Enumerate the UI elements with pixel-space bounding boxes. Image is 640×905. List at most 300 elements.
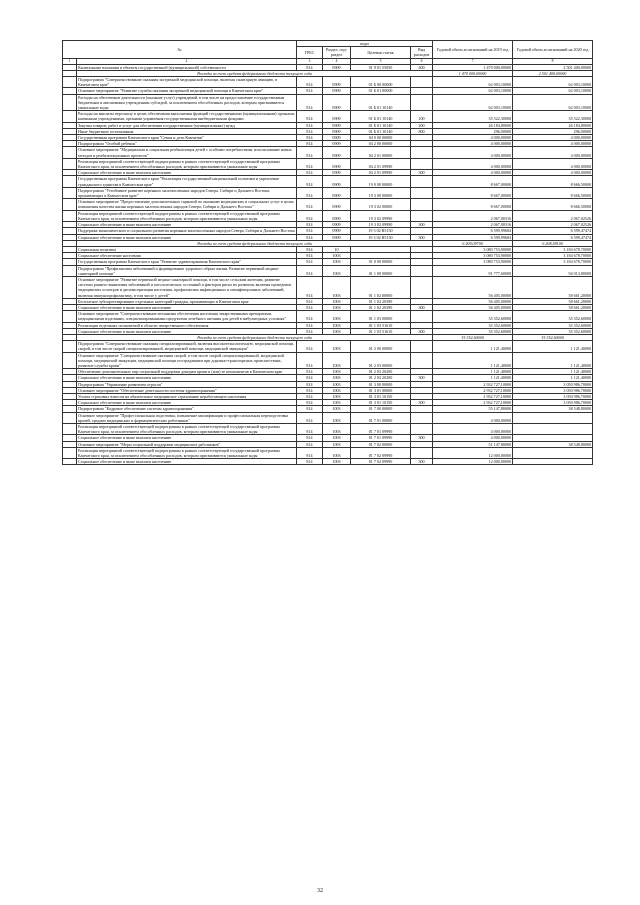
row-exptype xyxy=(411,94,433,111)
row-value-2019: 35 352,60000 xyxy=(433,328,513,334)
row-value-2020: 58 661,20000 xyxy=(513,276,593,298)
index-cell: 2 xyxy=(77,58,297,64)
row-name: Социальное обеспечение и иные выплаты населению xyxy=(77,459,297,465)
row-grbs: 814 xyxy=(297,441,323,447)
row-target: 01 7 02 00000 xyxy=(351,441,411,447)
row-value-2019: 2 932 727,10000 xyxy=(433,393,513,399)
row-target: 01 7 02 09990 xyxy=(351,447,411,458)
row-name: Поддержка экономического и социального развития коренных малочисленных народов Севера, Сибири и Дальнего Востока xyxy=(78,228,295,234)
row-section: 1003 xyxy=(323,441,351,447)
header-section: Раздел, под-раздел xyxy=(323,47,351,58)
row-grbs: 814 xyxy=(297,298,323,304)
row-target: 01 Б 01 10140 xyxy=(351,111,411,122)
table-row xyxy=(63,276,593,298)
row-name: Основное мероприятие "Медицинская и социальная реабилитация детей с особыми потребностями, использование новых методов и реабилитационных проектов" xyxy=(77,147,297,158)
row-grbs: 814 xyxy=(297,187,323,198)
row-exptype: 300 xyxy=(411,375,433,381)
table-row xyxy=(63,447,593,458)
row-value-2019: 51 147,80000 xyxy=(433,441,513,447)
row-target: 04 0 00 00000 xyxy=(351,135,411,141)
row-name: Основное мероприятие "Меры социальной поддержки медицинских работников" xyxy=(77,441,297,447)
index-cell: 6 xyxy=(411,58,433,64)
row-name: Подпрограмма "Совершенствование оказания специализированной, включая высокотехнологичную, медицинской помощи, скорой, в том числе скорой специализированной, медицинской помощи, медицинской эвакуации" xyxy=(77,341,297,352)
row-value-2019: 4 000,00000 xyxy=(433,435,513,441)
row-value-2020: 8 666,50000 xyxy=(513,187,593,198)
row-note: Расходы за счет средств федерального бюджета текущего года xyxy=(77,240,433,246)
row-exptype: 300 xyxy=(411,222,433,228)
row-section: 1003 xyxy=(323,352,351,369)
row-target: 01 Б 01 10140 xyxy=(351,122,411,128)
row-name: Реализация мероприятий соответствующей подпрограммы в рамках соответствующей государственной программы Камчатского края, за исключением обособленных расходов, которым присваиваются уникальные коды xyxy=(77,424,297,435)
row-name: Реализация мероприятий соответствующей подпрограммы в рамках соответствующей государственной программы Камчатского края, за исключением обособленных расходов, которым присваиваются уникальные коды xyxy=(77,210,297,221)
row-target: 01 1 02 20390 xyxy=(351,298,411,304)
row-value-2020 xyxy=(513,459,593,465)
row-value-2020: 38 548,80000 xyxy=(513,406,593,412)
row-section: 1003 xyxy=(323,406,351,412)
row-section: 0909 xyxy=(323,135,351,141)
index-cell: 8 xyxy=(513,58,593,64)
row-value-2019: 4 000,00000 xyxy=(433,424,513,435)
row-grbs: 814 xyxy=(297,381,323,387)
row-target: 01 9 01 55050 xyxy=(351,64,411,70)
row-value-2020: 35 522,30000 xyxy=(513,111,593,122)
row-target: 01 3 01 10150 xyxy=(351,400,411,406)
row-number-cell xyxy=(63,276,77,298)
row-exptype xyxy=(411,412,433,423)
row-name: Социальное обеспечение и иные выплаты населению xyxy=(77,328,297,334)
header-exptype: Вид расходов xyxy=(411,47,433,58)
row-value-2019: 35 352,60000 xyxy=(433,311,513,322)
row-value-2019: 2 932 727,10000 xyxy=(433,387,513,393)
table-row xyxy=(63,412,593,423)
row-exptype: 300 xyxy=(411,459,433,465)
row-grbs: 814 xyxy=(297,222,323,228)
header-grbs: ГРБС xyxy=(297,47,323,58)
row-name: Расходы на обеспечение деятельности (оказание услуг) учреждений, в том числе на предоставление государственным бюджетным и автономным учреждениям субсидий, за исключением обособленных расходов, которым присваиваются уникальные коды xyxy=(77,94,297,111)
row-number-cell xyxy=(63,158,77,169)
row-value-2019: 35 352,60000 xyxy=(433,322,513,328)
row-target: 01 7 02 09990 xyxy=(351,459,411,465)
row-section: 0909 xyxy=(323,210,351,221)
row-section: 0909 xyxy=(323,88,351,94)
row-section: 0909 xyxy=(323,147,351,158)
row-name: Капитальные вложения в объекты государственной (муниципальной) собственности xyxy=(77,64,297,70)
row-exptype xyxy=(411,276,433,298)
row-value-2020: 2 501 400,00000 xyxy=(513,70,593,76)
row-section: 1003 xyxy=(323,375,351,381)
row-number-cell xyxy=(63,424,77,435)
row-section: 1003 xyxy=(323,424,351,435)
row-target: 19 3 02 R5150 xyxy=(351,228,411,234)
row-value-2019: 6 599,99684 xyxy=(433,234,513,240)
row-value-2019: 56 405,00000 xyxy=(433,304,513,310)
row-value-2019: 2 067,00316 xyxy=(433,222,513,228)
row-exptype xyxy=(411,199,433,210)
row-value-2019: 2 932 727,10000 xyxy=(433,400,513,406)
row-target: 01 7 01 09990 xyxy=(351,435,411,441)
row-name: Социальное обеспечение и иные выплаты населению xyxy=(77,304,297,310)
row-target: 01 1 02 20390 xyxy=(351,304,411,310)
row-grbs: 814 xyxy=(297,447,323,458)
row-value-2020: 6 208,58100 xyxy=(513,240,593,246)
row-grbs: 814 xyxy=(297,158,323,169)
row-section: 0909 xyxy=(323,222,351,228)
row-exptype: 300 xyxy=(411,435,433,441)
row-name: Основное мероприятие "Профессиональная подготовка, повышение квалификации и профессиональная переподготовка врачей, средних медицинских и фармацевтических работников" xyxy=(77,412,297,423)
row-exptype: 800 xyxy=(411,128,433,134)
row-value-2019: 6 209,09700 xyxy=(433,240,513,246)
row-value-2020: 2 067,02526 xyxy=(513,210,593,221)
row-grbs: 814 xyxy=(297,111,323,122)
row-value-2020: 4 000,00000 xyxy=(513,158,593,169)
row-name: Государственная программа Камчатского края "Развитие здравоохранения Камчатского края" xyxy=(77,259,297,265)
row-grbs: 814 xyxy=(297,341,323,352)
row-grbs: 814 xyxy=(297,94,323,111)
row-section: 1003 xyxy=(323,400,351,406)
row-value-2019: 1 121,40000 xyxy=(433,375,513,381)
budget-table xyxy=(62,40,593,465)
row-name: Подпрограмма "Кадровое обеспечение системы здравоохранения" xyxy=(77,406,297,412)
row-value-2020: 35 352,60000 xyxy=(513,328,593,334)
row-value-2020: 3 050 986,70000 xyxy=(513,381,593,387)
table-header xyxy=(63,41,593,65)
row-value-2020: 4 000,00000 xyxy=(513,170,593,176)
row-number-cell xyxy=(63,176,77,187)
row-exptype xyxy=(411,265,433,276)
row-target: 19 3 02 R5150 xyxy=(351,234,411,240)
row-value-2019: 1 470 000,00000 xyxy=(433,64,513,70)
row-target: 01 7 01 09990 xyxy=(351,424,411,435)
row-exptype xyxy=(411,187,433,198)
row-section: 0909 xyxy=(323,158,351,169)
row-value-2019: 8 667,00000 xyxy=(433,199,513,210)
row-section: 0909 xyxy=(323,228,351,234)
row-grbs: 814 xyxy=(297,234,323,240)
row-name: Подпрограмма "Особый ребенок" xyxy=(77,141,297,147)
row-value-2019: 1 470 000,00000 xyxy=(433,70,513,76)
row-grbs: 814 xyxy=(297,400,323,406)
row-grbs: 814 xyxy=(297,406,323,412)
row-name: Основное мероприятие "Совершенствование оказания скорой, в том числе скорой специализированной, медицинской помощи, медицинской эвакуации, медицинской помощи пострадавшим при дорожно-транспортных происшествиях, развитие службы крови" xyxy=(77,352,297,369)
row-value-2019: 62 003,10000 xyxy=(433,88,513,94)
row-value-2020: 94 013,80000 xyxy=(513,265,593,276)
row-value-2019: 56 405,00000 xyxy=(433,276,513,298)
row-target: 01 2 03 20200 xyxy=(351,375,411,381)
row-value-2019: 4 000,00000 xyxy=(433,147,513,158)
table-row xyxy=(63,158,593,169)
row-name: Обеспечение дополнительных мер социальной поддержки донорам крови и (или) ее компонентов в Камчатском крае xyxy=(77,369,297,375)
row-section: 10 xyxy=(323,246,351,252)
row-section: 1003 xyxy=(323,253,351,259)
row-value-2020: 1 121,40000 xyxy=(513,375,593,381)
row-section: 1003 xyxy=(323,435,351,441)
row-value-2019: 35 522,30000 xyxy=(433,111,513,122)
row-grbs: 814 xyxy=(297,369,323,375)
row-value-2020: 38 548,80000 xyxy=(513,441,593,447)
row-value-2020: 35 352,60000 xyxy=(513,334,593,340)
row-grbs: 814 xyxy=(297,228,323,234)
row-name: Основное мероприятие "Развитие первичной медико-санитарной помощи, в том числе сельским жителям, развитие системы раннего выявления заболеваний и патологических состояний и факторов риска их развития, включая проведение медицинских осмотров и диспансеризации населения, профилактика инфекционных и неинфекционных заболеваний, включая иммунопрофилактику, в том числе у детей" xyxy=(77,276,297,298)
row-section: 0909 xyxy=(323,122,351,128)
row-grbs: 814 xyxy=(297,387,323,393)
row-target: 01 3 01 00000 xyxy=(351,387,411,393)
row-value-2019: 12 000,00000 xyxy=(433,459,513,465)
row-target: 19 0 00 00000 xyxy=(351,176,411,187)
row-value-2020: 62 003,10000 xyxy=(513,77,593,88)
row-grbs: 814 xyxy=(297,311,323,322)
row-value-2020: 58 661,20000 xyxy=(513,298,593,304)
row-value-2019: 62 003,10000 xyxy=(433,77,513,88)
row-value-2019: 1 121,40000 xyxy=(433,352,513,369)
table-row xyxy=(63,187,593,198)
row-section: 0909 xyxy=(323,128,351,134)
row-name: Подпрограмма "Совершенствование оказания экстренной медицинской помощи, включая санитарную авиацию, в Камчатском крае" xyxy=(77,77,297,88)
row-grbs: 814 xyxy=(297,88,323,94)
row-grbs: 814 xyxy=(297,246,323,252)
row-value-2020: 3 184 678,70000 xyxy=(513,259,593,265)
table-row xyxy=(63,424,593,435)
index-cell: 3 xyxy=(297,58,323,64)
row-grbs: 814 xyxy=(297,77,323,88)
row-value-2020: 6 599,47474 xyxy=(513,234,593,240)
header-codes-group: коды xyxy=(297,41,433,47)
row-section: 1003 xyxy=(323,412,351,423)
row-name: Социальное обеспечение населения xyxy=(77,253,297,259)
row-name: Государственная программа Камчатского края "Реализация государственной национальной политики и укрепление гражданского единства в Камчатском крае" xyxy=(77,176,297,187)
row-number-cell xyxy=(63,210,77,221)
row-section: 0909 xyxy=(323,77,351,88)
row-grbs: 814 xyxy=(297,424,323,435)
row-section: 1003 xyxy=(323,369,351,375)
row-value-2019: 2 932 727,10000 xyxy=(433,381,513,387)
row-exptype xyxy=(411,158,433,169)
row-value-2019: 56 405,00000 xyxy=(433,298,513,304)
row-value-2020: 35 352,60000 xyxy=(513,311,593,322)
row-value-2020: 4 000,00000 xyxy=(513,141,593,147)
row-grbs: 814 xyxy=(297,322,323,328)
row-value-2020: 2 501 400,00000 xyxy=(513,64,593,70)
row-value-2019: 35 352,60000 xyxy=(433,334,513,340)
row-target: 01 1 00 00000 xyxy=(351,265,411,276)
row-value-2019: 4 000,00000 xyxy=(433,141,513,147)
row-exptype: 300 xyxy=(411,304,433,310)
row-section: 1003 xyxy=(323,328,351,334)
row-number-cell xyxy=(63,147,77,158)
row-section: 0909 xyxy=(323,187,351,198)
row-value-2020: 3 050 986,70000 xyxy=(513,400,593,406)
row-value-2020: 2 067,02526 xyxy=(513,222,593,228)
row-value-2020: 296,00000 xyxy=(513,128,593,134)
table-row xyxy=(63,341,593,352)
row-target: 01 1 02 00000 xyxy=(351,276,411,298)
row-value-2019: 1 121,40000 xyxy=(433,341,513,352)
row-note: Расходы за счет средств федерального бюджета текущего года xyxy=(77,334,433,340)
table-row xyxy=(63,311,593,322)
row-section: 1003 xyxy=(323,393,351,399)
row-section: 1003 xyxy=(323,298,351,304)
row-value-2019: 55 147,80000 xyxy=(433,406,513,412)
row-section: 1003 xyxy=(323,341,351,352)
row-exptype xyxy=(411,341,433,352)
row-name: Реализация мероприятий соответствующей подпрограммы в рамках соответствующей государственной программы Камчатского края, за исключением обособленных расходов, которым присваиваются уникальные коды xyxy=(77,447,297,458)
row-value-2019: 4 000,00000 xyxy=(433,412,513,423)
row-target: 04 2 01 00000 xyxy=(351,147,411,158)
row-target: 01 1 03 51610 xyxy=(351,322,411,328)
row-name: Расходы на выплаты персоналу в целях обеспечения выполнения функций государственными (муниципальными) органами, казенными учреждениями, органами управления государственными внебюджетными фондами xyxy=(78,111,295,122)
row-grbs: 814 xyxy=(297,210,323,221)
row-value-2020: 62 003,10000 xyxy=(513,94,593,111)
row-name: Основное мероприятие "Совершенствование механизма обеспечения населения лекарственными препаратами, медицинскими изделиями, специализированными продуктами лечебного питания для детей в амбулаторных условиях" xyxy=(77,311,297,322)
row-exptype: 100 xyxy=(411,111,433,122)
table-row xyxy=(63,265,593,276)
row-value-2019: 3 080 753,90000 xyxy=(433,253,513,259)
row-name: Реализация отдельных полномочий в области лекарственного обеспечения xyxy=(77,322,297,328)
index-cell: 4 xyxy=(323,58,351,64)
row-number-cell xyxy=(63,341,77,352)
row-grbs: 814 xyxy=(297,435,323,441)
row-value-2020: 4 000,00000 xyxy=(513,135,593,141)
row-section: 1003 xyxy=(323,265,351,276)
row-target: 19 3 02 09990 xyxy=(351,222,411,228)
row-name: Реализация мероприятий соответствующей подпрограммы в рамках соответствующей государственной программы Камчатского края, за исключением обособленных расходов, которым присваиваются уникальные коды xyxy=(77,158,297,169)
header-2019: Годовой объем ассигнований на 2019 год xyxy=(433,41,513,59)
row-name: Социальное обеспечение и иные выплаты населению xyxy=(77,435,297,441)
row-target: 19 3 00 00000 xyxy=(351,187,411,198)
row-value-2019: 4 000,00000 xyxy=(433,170,513,176)
row-target: 01 2 00 00000 xyxy=(351,341,411,352)
row-name: Социальное обеспечение и иные выплаты населению xyxy=(77,170,297,176)
row-target: 04 2 00 00000 xyxy=(351,141,411,147)
row-value-2020: 35 352,60000 xyxy=(513,322,593,328)
row-value-2019: 4 000,00000 xyxy=(433,135,513,141)
table-row xyxy=(63,94,593,111)
row-value-2019: 3 080 753,90000 xyxy=(433,246,513,252)
row-value-2020: 3 184 678,70000 xyxy=(513,246,593,252)
row-exptype: 300 xyxy=(411,234,433,240)
row-value-2019: 62 003,10000 xyxy=(433,94,513,111)
table-row xyxy=(63,176,593,187)
row-name: Подпрограмма "Устойчивое развитие коренных малочисленных народов Севера, Сибири и Дальнего Востока, проживающих в Камчатском крае" xyxy=(77,187,297,198)
row-number-cell xyxy=(63,187,77,198)
row-name: Иные бюджетные ассигнования xyxy=(77,128,297,134)
row-section: 1003 xyxy=(323,259,351,265)
row-grbs: 814 xyxy=(297,64,323,70)
row-section: 1003 xyxy=(323,304,351,310)
row-section: 0909 xyxy=(323,170,351,176)
row-value-2020: 1 121,40000 xyxy=(513,352,593,369)
row-value-2020 xyxy=(513,447,593,458)
row-number-cell xyxy=(63,459,77,465)
row-value-2020: 4 000,00000 xyxy=(513,147,593,158)
row-name: Уплата страховых взносов на обязательное медицинское страхование неработающего населения xyxy=(77,393,297,399)
page-number: 32 xyxy=(317,888,323,894)
row-value-2020: 3 050 986,70000 xyxy=(513,393,593,399)
row-exptype xyxy=(411,352,433,369)
row-grbs: 814 xyxy=(297,147,323,158)
row-exptype xyxy=(411,77,433,88)
row-grbs: 814 xyxy=(297,265,323,276)
row-target: 01 Б 01 10140 xyxy=(351,94,411,111)
row-grbs: 814 xyxy=(297,276,323,298)
budget-table-sheet xyxy=(62,40,592,465)
row-number-cell xyxy=(63,412,77,423)
row-grbs: 814 xyxy=(297,135,323,141)
table-row xyxy=(63,459,593,465)
row-name: Социальное обеспечение и иные выплаты населению xyxy=(77,400,297,406)
row-number-cell xyxy=(63,199,77,210)
row-grbs: 814 xyxy=(297,393,323,399)
row-target: 01 Б 01 10140 xyxy=(351,128,411,134)
table-row xyxy=(63,77,593,88)
row-target: 01 7 00 00000 xyxy=(351,406,411,412)
row-name: Основное мероприятие "Предоставление дополнительных гарантий по оказанию медицинских и социальных услуг в целях повышения качества жизни коренных малочисленных народов Севера, Сибири и Дальнего Востока" xyxy=(77,199,297,210)
row-value-2019: 3 080 753,90000 xyxy=(433,259,513,265)
row-value-2020: 26 184,80000 xyxy=(513,122,593,128)
row-name: Социальное обеспечение и иные выплаты населению xyxy=(77,234,297,240)
row-exptype xyxy=(411,210,433,221)
row-value-2019: 91 777,60000 xyxy=(433,265,513,276)
row-grbs: 814 xyxy=(297,459,323,465)
row-target: 19 3 02 00000 xyxy=(351,199,411,210)
row-name: Социальная политика xyxy=(77,246,297,252)
row-grbs: 814 xyxy=(297,170,323,176)
row-target: 01 Б 01 00000 xyxy=(351,88,411,94)
table-row xyxy=(63,210,593,221)
table-row xyxy=(63,147,593,158)
row-number-cell xyxy=(63,77,77,88)
row-target: 01 0 00 00000 xyxy=(351,259,411,265)
row-number-cell xyxy=(63,265,77,276)
row-section: 1003 xyxy=(323,311,351,322)
row-grbs: 814 xyxy=(297,352,323,369)
row-value-2020: 8 666,50000 xyxy=(513,199,593,210)
row-grbs: 814 xyxy=(297,122,323,128)
row-exptype: 200 xyxy=(411,122,433,128)
row-number-cell xyxy=(63,447,77,458)
row-target: 04 2 01 09990 xyxy=(351,170,411,176)
row-value-2020: 8 666,50000 xyxy=(513,176,593,187)
row-value-2020: 62 003,10000 xyxy=(513,88,593,94)
table-row xyxy=(63,199,593,210)
row-target: 01 3 00 00000 xyxy=(351,381,411,387)
row-value-2020 xyxy=(513,412,593,423)
table-row xyxy=(63,352,593,369)
row-name: Социальное обеспечение и иные выплаты населению xyxy=(77,222,297,228)
row-value-2020: 3 050 986,70000 xyxy=(513,387,593,393)
row-section: 0909 xyxy=(323,176,351,187)
row-value-2019: 296,00000 xyxy=(433,128,513,134)
row-exptype: 400 xyxy=(411,64,433,70)
row-exptype xyxy=(411,311,433,322)
row-section: 1003 xyxy=(323,381,351,387)
row-section: 0909 xyxy=(323,111,351,122)
row-target: 04 2 01 09990 xyxy=(351,158,411,169)
row-grbs: 814 xyxy=(297,141,323,147)
row-grbs: 814 xyxy=(297,199,323,210)
row-note: Расходы за счет средств федерального бюджета текущего года xyxy=(77,70,433,76)
row-value-2019: 8 667,00000 xyxy=(433,187,513,198)
header-2020: Годовой объем ассигнований на 2020 год xyxy=(513,41,593,59)
row-name: Основное мероприятие "Обеспечение деятельности системы здравоохранения" xyxy=(77,387,297,393)
row-value-2020 xyxy=(513,424,593,435)
row-number-cell xyxy=(63,352,77,369)
row-target: 01 3 01 10150 xyxy=(351,393,411,399)
row-name: Подпрограмма "Профилактика заболеваний и формирование здорового образа жизни. Развитие первичной медико-санитарной помощи" xyxy=(77,265,297,276)
row-value-2019: 8 667,00000 xyxy=(433,176,513,187)
row-value-2020: 1 121,40000 xyxy=(513,341,593,352)
table-row xyxy=(63,111,593,122)
row-target: 01 1 03 00000 xyxy=(351,311,411,322)
